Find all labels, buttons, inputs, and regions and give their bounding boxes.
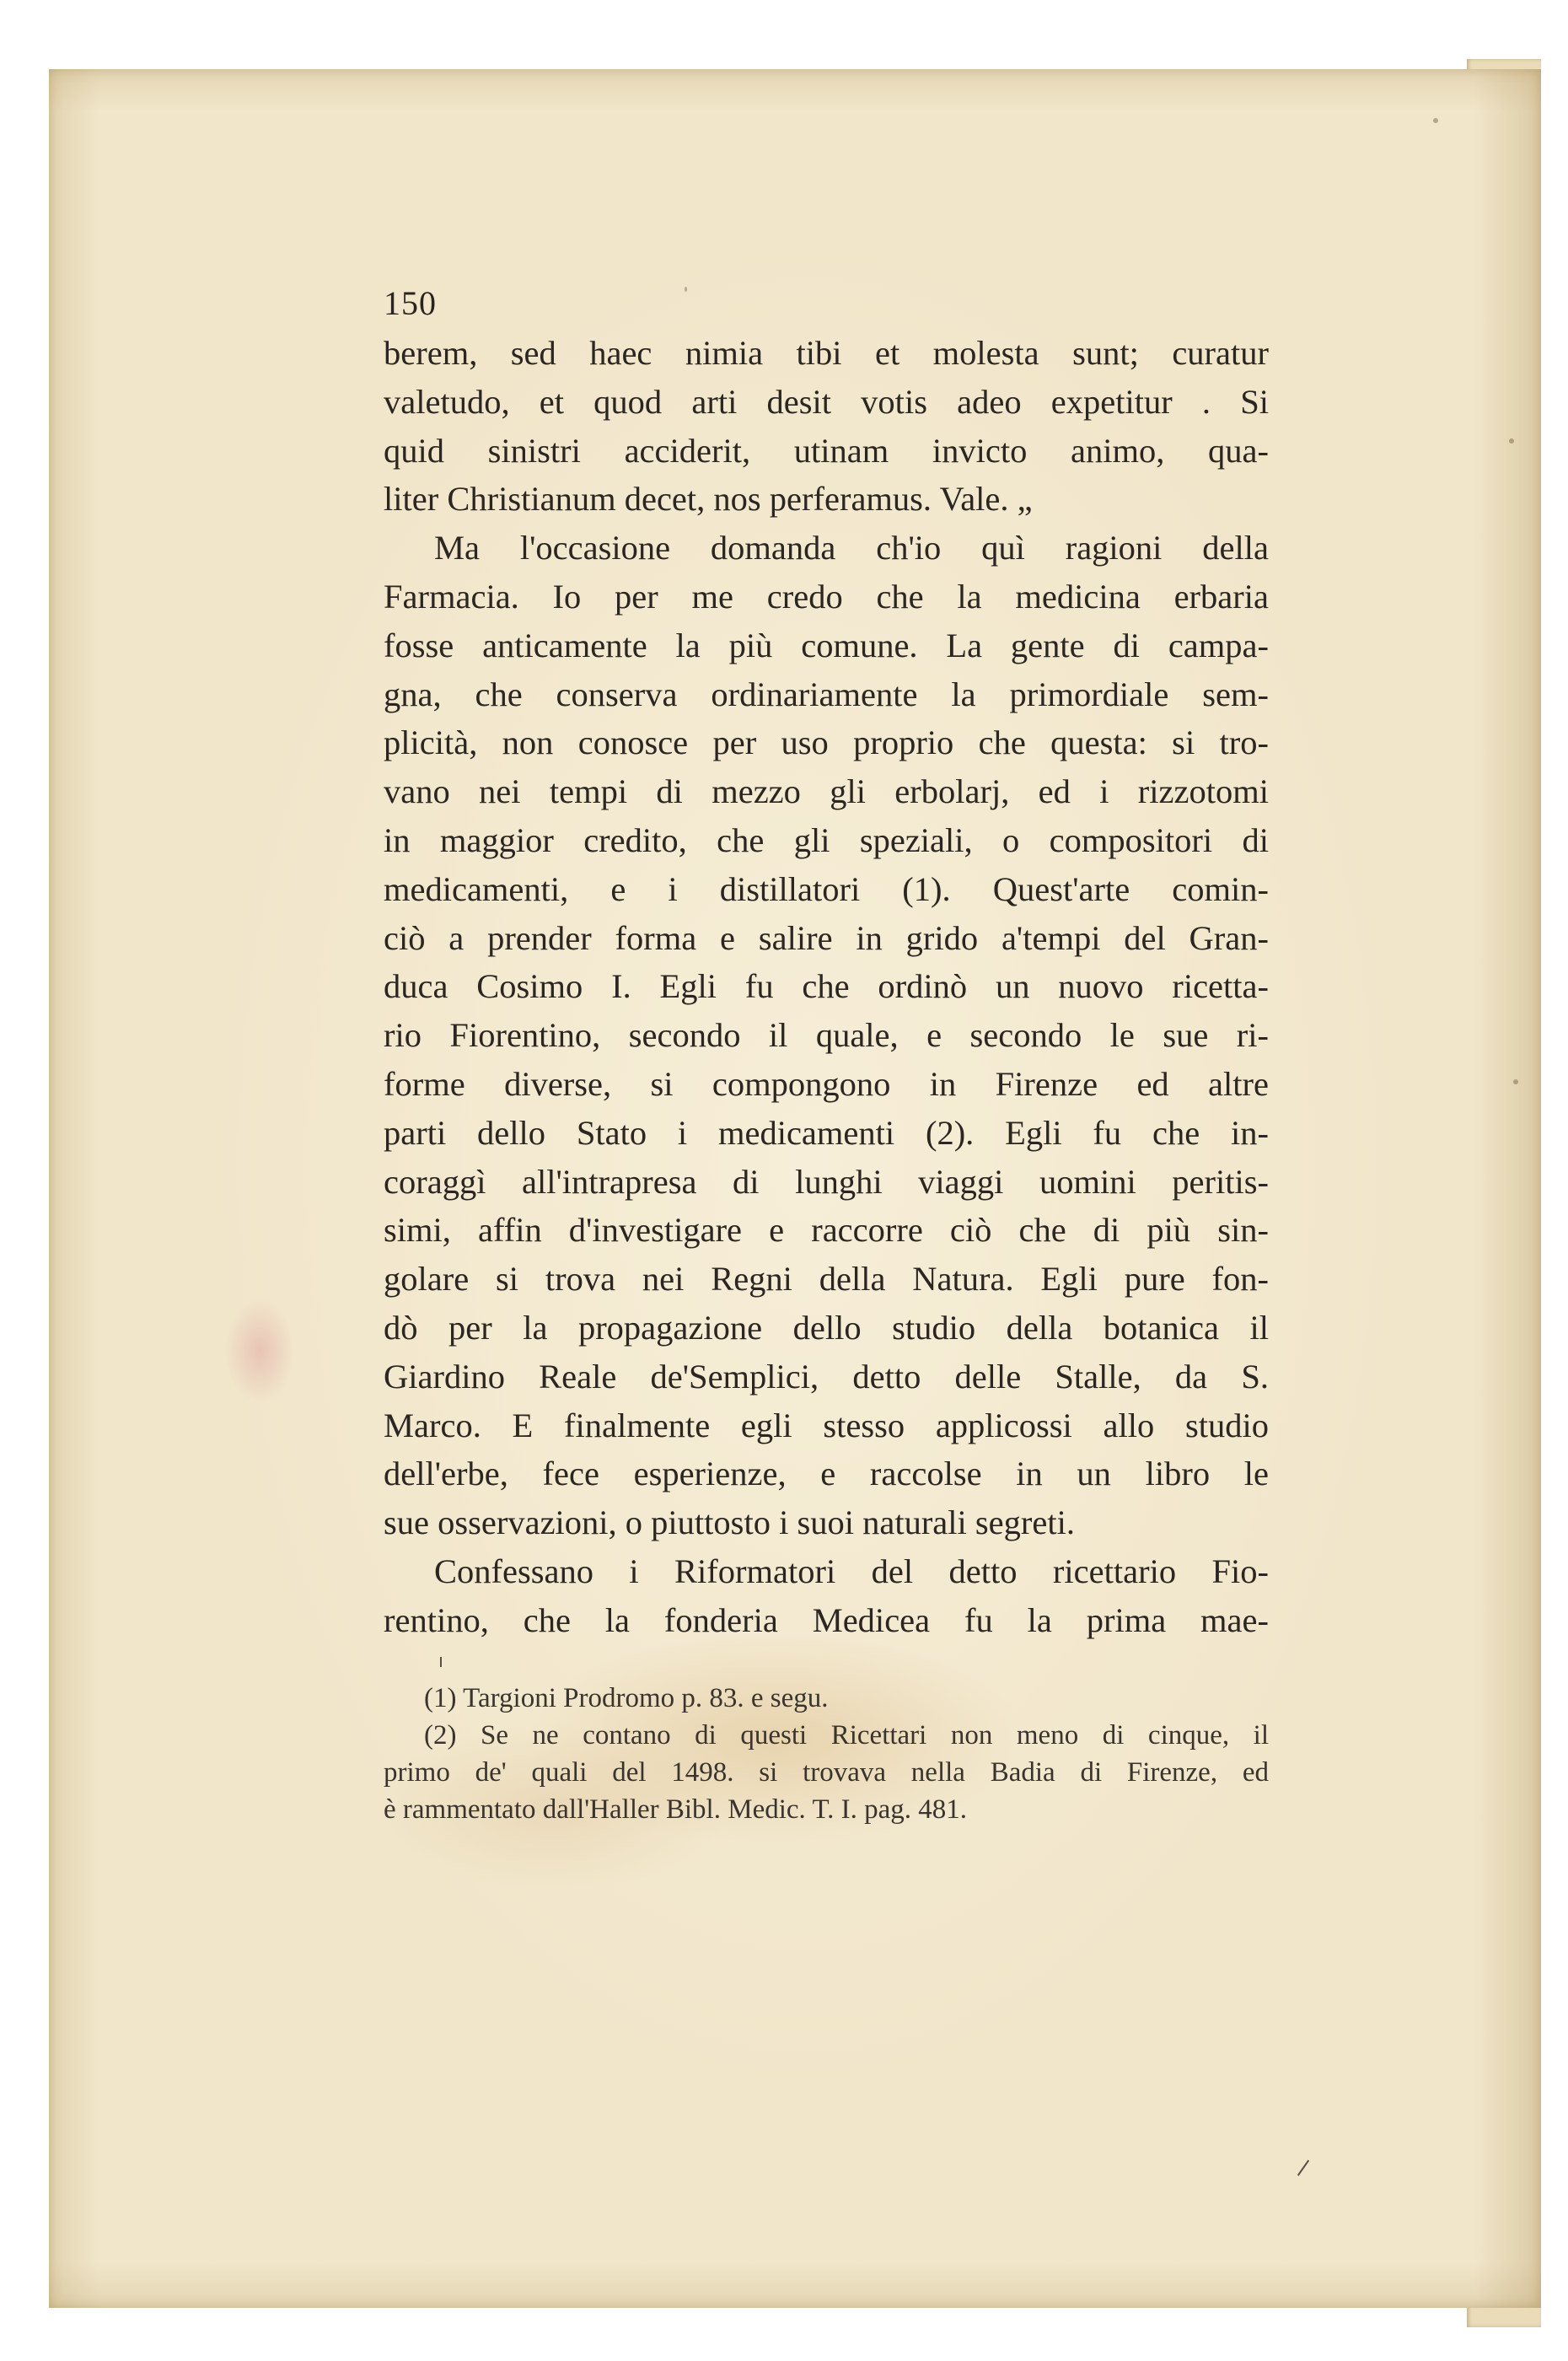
footnote-line: (2) Se ne contano di questi Ricettari non meno di cinque, il [424,1720,1269,1751]
text-line: plicità, non conosce per uso proprio che questa: si tro- [384,723,1269,762]
text-line: Farmacia. Io per me credo che la medicina erbaria [384,577,1269,616]
paper-fleck [1513,1079,1518,1084]
paper-fleck [685,287,687,292]
text-line: Giardino Reale de'Semplici, detto delle Stalle, da S. [384,1357,1269,1396]
text-line: Confessano i Riformatori del detto ricettario Fio- [434,1552,1269,1590]
text-line: valetudo, et quod arti desit votis adeo expetitur . Si [384,382,1269,421]
text-line: berem, sed haec nimia tibi et molesta sunt; curatur [384,334,1269,372]
text-line: golare si trova nei Regni della Natura. Egli pure fon- [384,1260,1269,1299]
text-line: dell'erbe, fece esperienze, e raccolse in un libro le [384,1455,1269,1493]
text-line: rentino, che la fonderia Medicea fu la prima mae- [384,1600,1269,1639]
text-line: gna, che conserva ordinariamente la primordiale sem- [384,675,1269,713]
text-line: quid sinistri acciderit, utinam invicto animo, qua- [384,431,1269,470]
footnote-line: è rammentato dall'Haller Bibl. Medic. T. I. pag. 481. [384,1794,968,1825]
text-line: liter Christianum decet, nos perferamus. Vale. „ [384,480,1033,519]
paper-fleck [1509,438,1514,444]
page-number: 150 [384,284,437,322]
text-line: coraggì all'intrapresa di lunghi viaggi uomini peritis- [384,1162,1269,1201]
text-line: in maggior credito, che gli speziali, o compositori di [384,820,1269,859]
main-text [384,329,1269,1645]
footnote-separator-mark [440,1657,442,1667]
text-line: fosse anticamente la più comune. La gente di campa- [384,626,1269,664]
text-line: sue osservazioni, o piuttosto i suoi naturali segreti. [384,1503,1075,1542]
text-line: simi, affin d'investigare e raccorre ciò che di più sin- [384,1211,1269,1250]
text-line: medicamenti, e i distillatori (1). Quest'arte comin- [384,869,1269,908]
text-line: rio Fiorentino, secondo il quale, e secondo le sue ri- [384,1016,1269,1055]
footnote-line: primo de' quali del 1498. si trovava nella Badia di Firenze, ed [384,1757,1269,1788]
text-line: Ma l'occasione domanda ch'io quì ragioni della [434,529,1269,567]
text-line: forme diverse, si compongono in Firenze ed altre [384,1064,1269,1103]
text-line: dò per la propagazione dello studio della botanica il [384,1308,1269,1347]
text-line: duca Cosimo I. Egli fu che ordinò un nuovo ricetta- [384,967,1269,1006]
footnotes [384,1680,1269,1828]
footnote-line: (1) Targioni Prodromo p. 83. e segu. [424,1683,829,1713]
text-line: Marco. E finalmente egli stesso applicossi allo studio [384,1406,1269,1444]
text-line: vano nei tempi di mezzo gli erbolarj, ed i rizzotomi [384,772,1269,811]
paper-fleck [1433,118,1438,123]
text-line: parti dello Stato i medicamenti (2). Egli fu che in- [384,1113,1269,1152]
text-line: ciò a prender forma e salire in grido a'tempi del Gran- [384,918,1269,957]
